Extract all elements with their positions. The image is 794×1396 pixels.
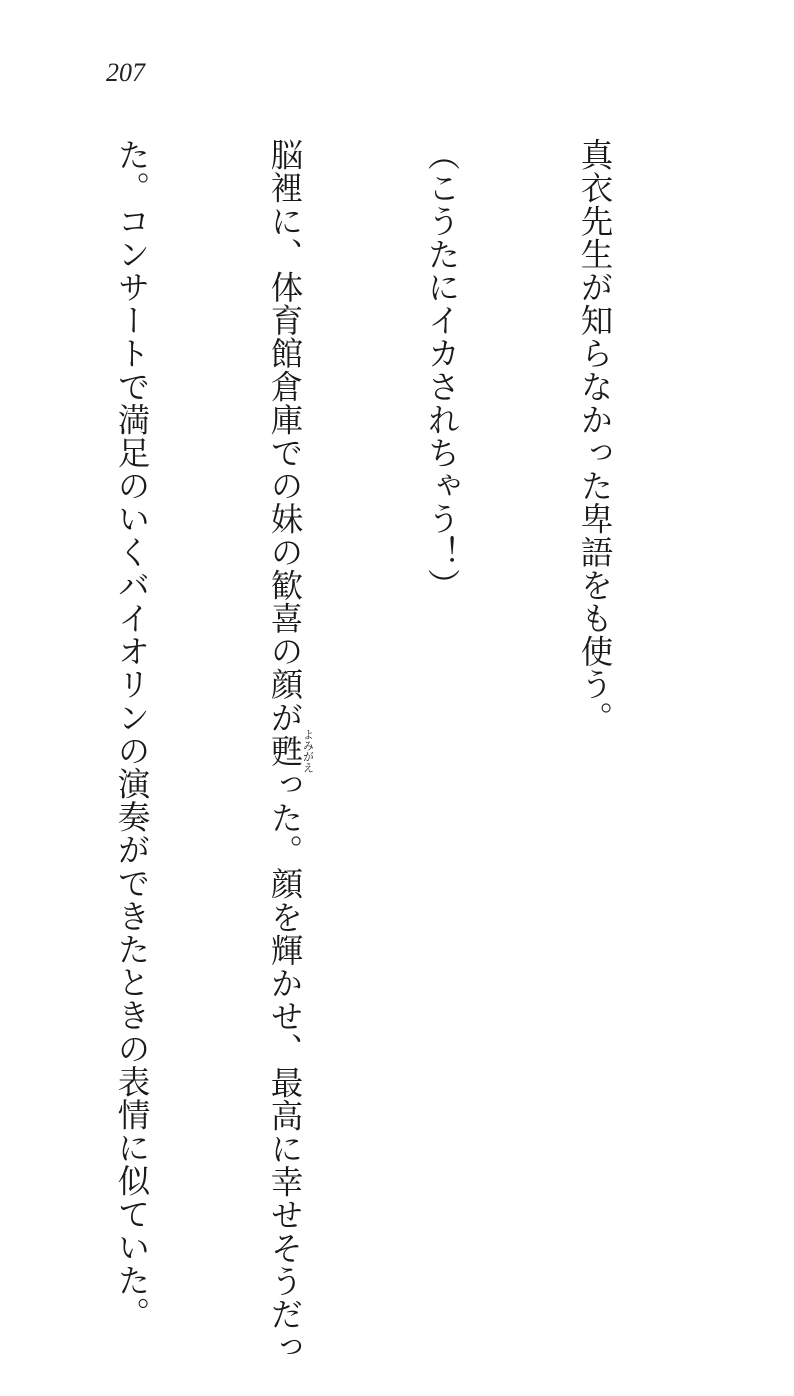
ruby-reading: よみがえ	[301, 728, 315, 773]
text-line: た。コンサートで満足のいくバイオリンの演奏ができたときの表情に似ていた。	[113, 138, 151, 1330]
ruby-base: 甦	[266, 728, 304, 773]
ruby-annotation	[266, 728, 315, 773]
body-text	[0, 138, 722, 1364]
text-line-part: った。顔を輝かせ、最高に幸せそうだっ	[266, 767, 304, 1364]
text-line-part: 脳裡に、体育館倉庫での妹の歓喜の顔が	[266, 138, 304, 734]
text-line: （こうたにイカされちゃう！）	[423, 138, 461, 602]
page-number: 207	[106, 58, 145, 87]
text-line-with-ruby	[259, 138, 315, 1364]
text-line: 真衣先生が知らなかった卑語をも使う。	[576, 138, 614, 734]
text-line	[0, 138, 4, 1138]
